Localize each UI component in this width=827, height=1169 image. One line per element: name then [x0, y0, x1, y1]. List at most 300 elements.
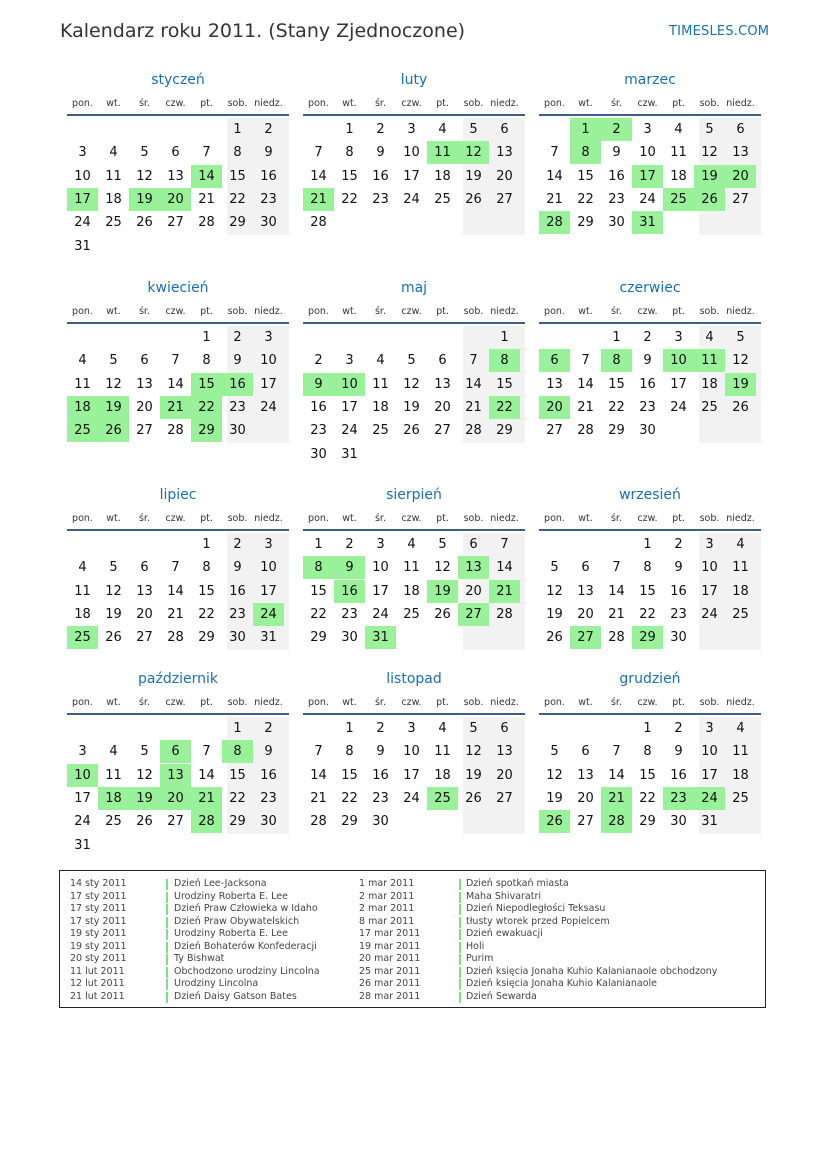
- day-cell[interactable]: 20: [496, 168, 513, 184]
- day-cell[interactable]: 9: [264, 744, 273, 760]
- day-cell[interactable]: 25: [372, 423, 389, 439]
- day-cell[interactable]: 14: [167, 583, 184, 599]
- day-cell[interactable]: 25: [701, 399, 718, 415]
- day-cell[interactable]: 11: [427, 141, 458, 164]
- day-cell[interactable]: 3: [643, 122, 652, 137]
- day-cell[interactable]: 13: [496, 744, 513, 760]
- day-cell[interactable]: 25: [105, 215, 122, 231]
- day-cell[interactable]: 19: [546, 606, 563, 622]
- day-cell[interactable]: 25: [403, 606, 420, 622]
- day-cell[interactable]: 8: [202, 560, 211, 576]
- day-cell[interactable]: 19: [725, 373, 756, 396]
- day-cell[interactable]: 9: [612, 145, 621, 161]
- day-cell[interactable]: 5: [550, 744, 559, 760]
- day-cell[interactable]: 15: [639, 583, 656, 599]
- day-cell[interactable]: 3: [674, 330, 683, 345]
- day-cell[interactable]: 2: [674, 537, 683, 552]
- day-cell[interactable]: 31: [74, 837, 91, 853]
- day-cell[interactable]: 15: [341, 767, 358, 783]
- day-cell[interactable]: 16: [608, 168, 625, 184]
- day-cell[interactable]: 20: [725, 165, 756, 188]
- day-cell[interactable]: 11: [732, 560, 749, 576]
- day-cell[interactable]: 1: [202, 537, 211, 552]
- day-cell[interactable]: 28: [496, 606, 513, 622]
- day-cell[interactable]: 27: [496, 790, 513, 806]
- day-cell[interactable]: 21: [601, 787, 632, 810]
- day-cell[interactable]: 28: [167, 630, 184, 646]
- day-cell[interactable]: 4: [78, 353, 87, 369]
- day-cell[interactable]: 14: [608, 767, 625, 783]
- day-cell[interactable]: 8: [303, 556, 334, 579]
- day-cell[interactable]: 16: [310, 399, 327, 415]
- day-cell[interactable]: 6: [539, 349, 570, 372]
- day-cell[interactable]: 30: [229, 423, 246, 439]
- day-cell[interactable]: 3: [705, 537, 714, 552]
- day-cell[interactable]: 1: [643, 537, 652, 552]
- day-cell[interactable]: 17: [701, 583, 718, 599]
- day-cell[interactable]: 22: [191, 396, 222, 419]
- day-cell[interactable]: 26: [136, 814, 153, 830]
- day-cell[interactable]: 27: [136, 423, 153, 439]
- day-cell[interactable]: 22: [341, 790, 358, 806]
- day-cell[interactable]: 28: [608, 630, 625, 646]
- day-cell[interactable]: 8: [202, 353, 211, 369]
- day-cell[interactable]: 10: [74, 168, 91, 184]
- day-cell[interactable]: 23: [229, 399, 246, 415]
- day-cell[interactable]: 15: [191, 373, 222, 396]
- day-cell[interactable]: 21: [577, 399, 594, 415]
- day-cell[interactable]: 4: [736, 721, 745, 736]
- day-cell[interactable]: 20: [136, 606, 153, 622]
- day-cell[interactable]: 31: [632, 211, 663, 234]
- day-cell[interactable]: 11: [434, 744, 451, 760]
- day-cell[interactable]: 5: [469, 721, 478, 736]
- day-cell[interactable]: 16: [670, 583, 687, 599]
- day-cell[interactable]: 29: [191, 419, 222, 442]
- day-cell[interactable]: 8: [601, 349, 632, 372]
- day-cell[interactable]: 27: [434, 423, 451, 439]
- day-cell[interactable]: 28: [465, 423, 482, 439]
- day-cell[interactable]: 22: [198, 606, 215, 622]
- day-cell[interactable]: 6: [581, 744, 590, 760]
- day-cell[interactable]: 21: [191, 787, 222, 810]
- day-cell[interactable]: 8: [643, 744, 652, 760]
- day-cell[interactable]: 7: [202, 744, 211, 760]
- day-cell[interactable]: 21: [167, 606, 184, 622]
- day-cell[interactable]: 21: [465, 399, 482, 415]
- day-cell[interactable]: 11: [105, 767, 122, 783]
- day-cell[interactable]: 24: [260, 399, 277, 415]
- day-cell[interactable]: 13: [136, 376, 153, 392]
- day-cell[interactable]: 8: [233, 145, 242, 161]
- day-cell[interactable]: 1: [202, 330, 211, 345]
- day-cell[interactable]: 16: [372, 168, 389, 184]
- day-cell[interactable]: 27: [570, 626, 601, 649]
- day-cell[interactable]: 24: [74, 215, 91, 231]
- day-cell[interactable]: 3: [345, 353, 354, 369]
- day-cell[interactable]: 13: [458, 556, 489, 579]
- day-cell[interactable]: 18: [732, 767, 749, 783]
- day-cell[interactable]: 24: [253, 603, 284, 626]
- day-cell[interactable]: 2: [376, 721, 385, 736]
- day-cell[interactable]: 26: [105, 630, 122, 646]
- day-cell[interactable]: 1: [643, 721, 652, 736]
- day-cell[interactable]: 5: [736, 330, 745, 345]
- day-cell[interactable]: 26: [465, 191, 482, 207]
- day-cell[interactable]: 12: [546, 583, 563, 599]
- day-cell[interactable]: 22: [577, 191, 594, 207]
- day-cell[interactable]: 19: [694, 165, 725, 188]
- day-cell[interactable]: 29: [608, 423, 625, 439]
- day-cell[interactable]: 13: [496, 145, 513, 161]
- day-cell[interactable]: 30: [670, 630, 687, 646]
- day-cell[interactable]: 30: [639, 423, 656, 439]
- day-cell[interactable]: 25: [105, 814, 122, 830]
- day-cell[interactable]: 4: [78, 560, 87, 576]
- day-cell[interactable]: 23: [260, 191, 277, 207]
- day-cell[interactable]: 7: [469, 353, 478, 369]
- day-cell[interactable]: 18: [670, 168, 687, 184]
- day-cell[interactable]: 21: [489, 580, 520, 603]
- day-cell[interactable]: 6: [736, 122, 745, 137]
- day-cell[interactable]: 16: [670, 767, 687, 783]
- day-cell[interactable]: 7: [581, 353, 590, 369]
- day-cell[interactable]: 26: [539, 810, 570, 833]
- day-cell[interactable]: 14: [310, 168, 327, 184]
- day-cell[interactable]: 15: [229, 168, 246, 184]
- day-cell[interactable]: 13: [167, 168, 184, 184]
- day-cell[interactable]: 18: [434, 767, 451, 783]
- day-cell[interactable]: 22: [229, 790, 246, 806]
- day-cell[interactable]: 21: [198, 191, 215, 207]
- day-cell[interactable]: 17: [67, 188, 98, 211]
- day-cell[interactable]: 11: [732, 744, 749, 760]
- day-cell[interactable]: 18: [372, 399, 389, 415]
- day-cell[interactable]: 16: [229, 583, 246, 599]
- day-cell[interactable]: 29: [229, 814, 246, 830]
- day-cell[interactable]: 12: [136, 168, 153, 184]
- day-cell[interactable]: 20: [577, 606, 594, 622]
- day-cell[interactable]: 10: [663, 349, 694, 372]
- day-cell[interactable]: 20: [539, 396, 570, 419]
- day-cell[interactable]: 27: [136, 630, 153, 646]
- day-cell[interactable]: 30: [260, 215, 277, 231]
- day-cell[interactable]: 10: [403, 744, 420, 760]
- day-cell[interactable]: 31: [365, 626, 396, 649]
- day-cell[interactable]: 19: [546, 790, 563, 806]
- day-cell[interactable]: 11: [74, 583, 91, 599]
- day-cell[interactable]: 6: [581, 560, 590, 576]
- day-cell[interactable]: 8: [570, 141, 601, 164]
- day-cell[interactable]: 19: [427, 580, 458, 603]
- day-cell[interactable]: 31: [74, 238, 91, 254]
- day-cell[interactable]: 30: [670, 814, 687, 830]
- day-cell[interactable]: 7: [500, 537, 509, 552]
- day-cell[interactable]: 5: [140, 744, 149, 760]
- day-cell[interactable]: 2: [376, 122, 385, 137]
- day-cell[interactable]: 7: [314, 744, 323, 760]
- day-cell[interactable]: 14: [191, 165, 222, 188]
- day-cell[interactable]: 18: [434, 168, 451, 184]
- day-cell[interactable]: 31: [341, 446, 358, 462]
- day-cell[interactable]: 10: [639, 145, 656, 161]
- day-cell[interactable]: 16: [372, 767, 389, 783]
- day-cell[interactable]: 17: [260, 376, 277, 392]
- day-cell[interactable]: 25: [67, 626, 98, 649]
- day-cell[interactable]: 20: [496, 767, 513, 783]
- day-cell[interactable]: 28: [577, 423, 594, 439]
- day-cell[interactable]: 29: [341, 814, 358, 830]
- day-cell[interactable]: 25: [732, 606, 749, 622]
- day-cell[interactable]: 14: [310, 767, 327, 783]
- day-cell[interactable]: 9: [674, 560, 683, 576]
- day-cell[interactable]: 9: [376, 744, 385, 760]
- day-cell[interactable]: 30: [229, 630, 246, 646]
- day-cell[interactable]: 15: [310, 583, 327, 599]
- day-cell[interactable]: 2: [601, 118, 632, 141]
- day-cell[interactable]: 3: [407, 122, 416, 137]
- day-cell[interactable]: 26: [732, 399, 749, 415]
- day-cell[interactable]: 19: [465, 168, 482, 184]
- day-cell[interactable]: 23: [372, 790, 389, 806]
- day-cell[interactable]: 30: [372, 814, 389, 830]
- day-cell[interactable]: 29: [198, 630, 215, 646]
- day-cell[interactable]: 5: [550, 560, 559, 576]
- day-cell[interactable]: 27: [577, 814, 594, 830]
- day-cell[interactable]: 23: [372, 191, 389, 207]
- day-cell[interactable]: 4: [438, 122, 447, 137]
- day-cell[interactable]: 3: [407, 721, 416, 736]
- day-cell[interactable]: 31: [701, 814, 718, 830]
- day-cell[interactable]: 9: [643, 353, 652, 369]
- day-cell[interactable]: 1: [314, 537, 323, 552]
- day-cell[interactable]: 20: [160, 787, 191, 810]
- day-cell[interactable]: 2: [233, 537, 242, 552]
- day-cell[interactable]: 14: [198, 767, 215, 783]
- day-cell[interactable]: 28: [167, 423, 184, 439]
- day-cell[interactable]: 10: [372, 560, 389, 576]
- day-cell[interactable]: 28: [310, 215, 327, 231]
- day-cell[interactable]: 19: [98, 396, 129, 419]
- day-cell[interactable]: 2: [233, 330, 242, 345]
- day-cell[interactable]: 6: [171, 145, 180, 161]
- day-cell[interactable]: 16: [260, 767, 277, 783]
- day-cell[interactable]: 6: [500, 122, 509, 137]
- day-cell[interactable]: 15: [577, 168, 594, 184]
- day-cell[interactable]: 3: [264, 537, 273, 552]
- day-cell[interactable]: 21: [546, 191, 563, 207]
- day-cell[interactable]: 23: [639, 399, 656, 415]
- day-cell[interactable]: 12: [701, 145, 718, 161]
- day-cell[interactable]: 20: [160, 188, 191, 211]
- day-cell[interactable]: 3: [264, 330, 273, 345]
- day-cell[interactable]: 7: [314, 145, 323, 161]
- day-cell[interactable]: 6: [140, 560, 149, 576]
- day-cell[interactable]: 13: [577, 583, 594, 599]
- day-cell[interactable]: 20: [434, 399, 451, 415]
- day-cell[interactable]: 8: [643, 560, 652, 576]
- day-cell[interactable]: 24: [403, 790, 420, 806]
- day-cell[interactable]: 30: [608, 215, 625, 231]
- day-cell[interactable]: 19: [105, 606, 122, 622]
- day-cell[interactable]: 5: [407, 353, 416, 369]
- day-cell[interactable]: 25: [67, 419, 98, 442]
- day-cell[interactable]: 25: [427, 787, 458, 810]
- day-cell[interactable]: 4: [109, 145, 118, 161]
- day-cell[interactable]: 13: [136, 583, 153, 599]
- day-cell[interactable]: 6: [438, 353, 447, 369]
- day-cell[interactable]: 22: [639, 790, 656, 806]
- day-cell[interactable]: 11: [403, 560, 420, 576]
- day-cell[interactable]: 26: [403, 423, 420, 439]
- day-cell[interactable]: 27: [167, 215, 184, 231]
- day-cell[interactable]: 17: [341, 399, 358, 415]
- day-cell[interactable]: 14: [577, 376, 594, 392]
- day-cell[interactable]: 23: [341, 606, 358, 622]
- day-cell[interactable]: 14: [167, 376, 184, 392]
- day-cell[interactable]: 1: [345, 122, 354, 137]
- day-cell[interactable]: 16: [222, 373, 253, 396]
- day-cell[interactable]: 23: [663, 787, 694, 810]
- day-cell[interactable]: 19: [465, 767, 482, 783]
- day-cell[interactable]: 24: [372, 606, 389, 622]
- day-cell[interactable]: 22: [639, 606, 656, 622]
- day-cell[interactable]: 27: [732, 191, 749, 207]
- day-cell[interactable]: 12: [546, 767, 563, 783]
- day-cell[interactable]: 14: [465, 376, 482, 392]
- day-cell[interactable]: 23: [608, 191, 625, 207]
- day-cell[interactable]: 23: [229, 606, 246, 622]
- day-cell[interactable]: 10: [403, 145, 420, 161]
- day-cell[interactable]: 1: [233, 122, 242, 137]
- day-cell[interactable]: 2: [643, 330, 652, 345]
- day-cell[interactable]: 27: [546, 423, 563, 439]
- day-cell[interactable]: 12: [105, 583, 122, 599]
- day-cell[interactable]: 1: [500, 330, 509, 345]
- day-cell[interactable]: 24: [670, 399, 687, 415]
- day-cell[interactable]: 11: [372, 376, 389, 392]
- day-cell[interactable]: 15: [198, 583, 215, 599]
- day-cell[interactable]: 4: [674, 122, 683, 137]
- day-cell[interactable]: 28: [601, 810, 632, 833]
- day-cell[interactable]: 3: [78, 744, 87, 760]
- day-cell[interactable]: 28: [191, 810, 222, 833]
- day-cell[interactable]: 20: [136, 399, 153, 415]
- day-cell[interactable]: 26: [434, 606, 451, 622]
- day-cell[interactable]: 11: [105, 168, 122, 184]
- day-cell[interactable]: 22: [310, 606, 327, 622]
- day-cell[interactable]: 8: [489, 349, 520, 372]
- day-cell[interactable]: 15: [496, 376, 513, 392]
- day-cell[interactable]: 5: [109, 560, 118, 576]
- day-cell[interactable]: 26: [136, 215, 153, 231]
- day-cell[interactable]: 16: [639, 376, 656, 392]
- day-cell[interactable]: 3: [705, 721, 714, 736]
- day-cell[interactable]: 6: [160, 740, 191, 763]
- day-cell[interactable]: 21: [303, 188, 334, 211]
- day-cell[interactable]: 23: [260, 790, 277, 806]
- day-cell[interactable]: 25: [732, 790, 749, 806]
- day-cell[interactable]: 13: [546, 376, 563, 392]
- day-cell[interactable]: 25: [434, 191, 451, 207]
- day-cell[interactable]: 27: [458, 603, 489, 626]
- day-cell[interactable]: 29: [496, 423, 513, 439]
- day-cell[interactable]: 15: [229, 767, 246, 783]
- day-cell[interactable]: 29: [229, 215, 246, 231]
- day-cell[interactable]: 15: [639, 767, 656, 783]
- day-cell[interactable]: 13: [577, 767, 594, 783]
- day-cell[interactable]: 22: [229, 191, 246, 207]
- day-cell[interactable]: 17: [701, 767, 718, 783]
- day-cell[interactable]: 7: [171, 353, 180, 369]
- day-cell[interactable]: 19: [403, 399, 420, 415]
- day-cell[interactable]: 12: [136, 767, 153, 783]
- day-cell[interactable]: 15: [608, 376, 625, 392]
- day-cell[interactable]: 2: [264, 721, 273, 736]
- day-cell[interactable]: 12: [434, 560, 451, 576]
- day-cell[interactable]: 5: [438, 537, 447, 552]
- day-cell[interactable]: 3: [78, 145, 87, 161]
- day-cell[interactable]: 14: [496, 560, 513, 576]
- day-cell[interactable]: 7: [612, 744, 621, 760]
- day-cell[interactable]: 30: [310, 446, 327, 462]
- day-cell[interactable]: 7: [550, 145, 559, 161]
- day-cell[interactable]: 31: [260, 630, 277, 646]
- day-cell[interactable]: 29: [639, 814, 656, 830]
- day-cell[interactable]: 17: [403, 767, 420, 783]
- day-cell[interactable]: 28: [310, 814, 327, 830]
- day-cell[interactable]: 26: [98, 419, 129, 442]
- day-cell[interactable]: 10: [701, 560, 718, 576]
- day-cell[interactable]: 9: [674, 744, 683, 760]
- day-cell[interactable]: 12: [403, 376, 420, 392]
- day-cell[interactable]: 12: [458, 141, 489, 164]
- day-cell[interactable]: 4: [407, 537, 416, 552]
- day-cell[interactable]: 10: [260, 353, 277, 369]
- day-cell[interactable]: 1: [233, 721, 242, 736]
- day-cell[interactable]: 20: [577, 790, 594, 806]
- day-cell[interactable]: 9: [334, 556, 365, 579]
- day-cell[interactable]: 24: [701, 606, 718, 622]
- day-cell[interactable]: 17: [260, 583, 277, 599]
- day-cell[interactable]: 29: [632, 626, 663, 649]
- day-cell[interactable]: 1: [570, 118, 601, 141]
- day-cell[interactable]: 19: [129, 787, 160, 810]
- day-cell[interactable]: 4: [705, 330, 714, 345]
- day-cell[interactable]: 11: [694, 349, 725, 372]
- day-cell[interactable]: 17: [403, 168, 420, 184]
- day-cell[interactable]: 7: [202, 145, 211, 161]
- day-cell[interactable]: 18: [98, 787, 129, 810]
- day-cell[interactable]: 4: [376, 353, 385, 369]
- day-cell[interactable]: 24: [639, 191, 656, 207]
- day-cell[interactable]: 22: [608, 399, 625, 415]
- day-cell[interactable]: 3: [376, 537, 385, 552]
- day-cell[interactable]: 28: [198, 215, 215, 231]
- day-cell[interactable]: 22: [341, 191, 358, 207]
- day-cell[interactable]: 9: [233, 353, 242, 369]
- day-cell[interactable]: 16: [260, 168, 277, 184]
- day-cell[interactable]: 18: [732, 583, 749, 599]
- day-cell[interactable]: 2: [674, 721, 683, 736]
- day-cell[interactable]: 9: [376, 145, 385, 161]
- day-cell[interactable]: 6: [500, 721, 509, 736]
- day-cell[interactable]: 2: [345, 537, 354, 552]
- day-cell[interactable]: 9: [264, 145, 273, 161]
- day-cell[interactable]: 8: [345, 744, 354, 760]
- day-cell[interactable]: 26: [546, 630, 563, 646]
- day-cell[interactable]: 13: [160, 764, 191, 787]
